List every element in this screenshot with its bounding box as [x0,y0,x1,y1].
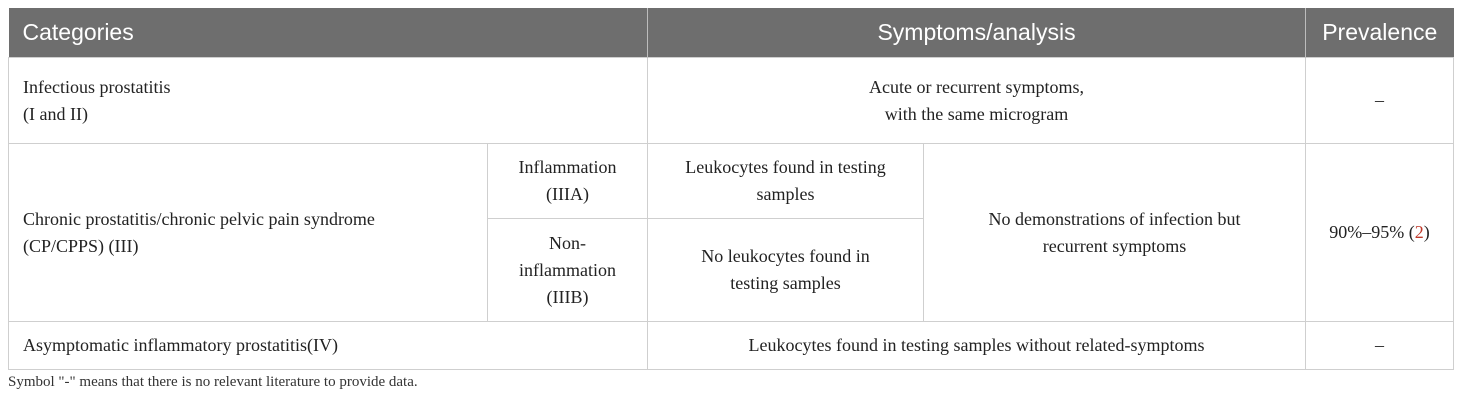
noninflammation-line3: (IIIB) [546,286,589,307]
cell-infectious-prevalence: – [1306,58,1454,144]
infectious-symptoms-line1: Acute or recurrent symptoms, [869,76,1084,97]
table-row-chronic-inflammation [9,144,1454,219]
cell-asymptomatic-symptoms: Leukocytes found in testing samples without related-symptoms [648,322,1306,370]
table-header-row [9,8,1454,58]
chronic-prevalence-close: ) [1423,222,1430,242]
cell-chronic-category [9,144,488,322]
cell-noninflammation-subtype [488,219,648,322]
inflammation-finding-line1: Leukocytes found in testing [685,157,886,177]
infectious-symptoms-line2: with the same microgram [884,103,1069,124]
noninflammation-finding-line2: testing samples [730,273,841,293]
inflammation-line1: Inflammation [518,157,617,177]
prostatitis-classification-table [8,8,1453,370]
header-symptoms-analysis: Symptoms/analysis [648,8,1306,58]
infectious-category-line1: Infectious prostatitis [23,76,171,97]
chronic-prevalence-text: 90%–95% ( [1329,222,1415,242]
noninflammation-line2: inflammation [519,259,616,280]
cell-chronic-shared-symptoms [924,144,1306,322]
cell-infectious-category [9,58,648,144]
inflammation-line2: (IIIA) [546,184,589,204]
cell-asymptomatic-prevalence: – [1306,322,1454,370]
cell-inflammation-subtype [488,144,648,219]
cell-chronic-prevalence [1306,144,1454,322]
cell-infectious-symptoms [648,58,1306,144]
table-row-infectious [9,58,1454,144]
cell-inflammation-finding [648,144,924,219]
noninflammation-line1: Non- [549,232,586,253]
shared-symptoms-line2: recurrent symptoms [1042,235,1187,256]
table-row-asymptomatic [9,322,1454,370]
classification-table [8,8,1454,370]
header-prevalence: Prevalence [1306,8,1454,58]
infectious-category-line2: (I and II) [23,103,88,124]
table-footnote: Symbol "-" means that there is no relevant literature to provide data. [8,374,418,390]
header-categories: Categories [9,8,648,58]
shared-symptoms-line1: No demonstrations of infection but [988,208,1241,229]
inflammation-finding-line2: samples [756,184,815,204]
chronic-category-line2: (CP/CPPS) (III) [23,235,139,256]
reference-link[interactable]: 2 [1414,222,1424,242]
cell-asymptomatic-category: Asymptomatic inflammatory prostatitis(IV) [9,322,648,370]
noninflammation-finding-line1: No leukocytes found in [701,246,870,266]
cell-noninflammation-finding [648,219,924,322]
chronic-category-line1: Chronic prostatitis/chronic pelvic pain syndrome [23,208,375,229]
